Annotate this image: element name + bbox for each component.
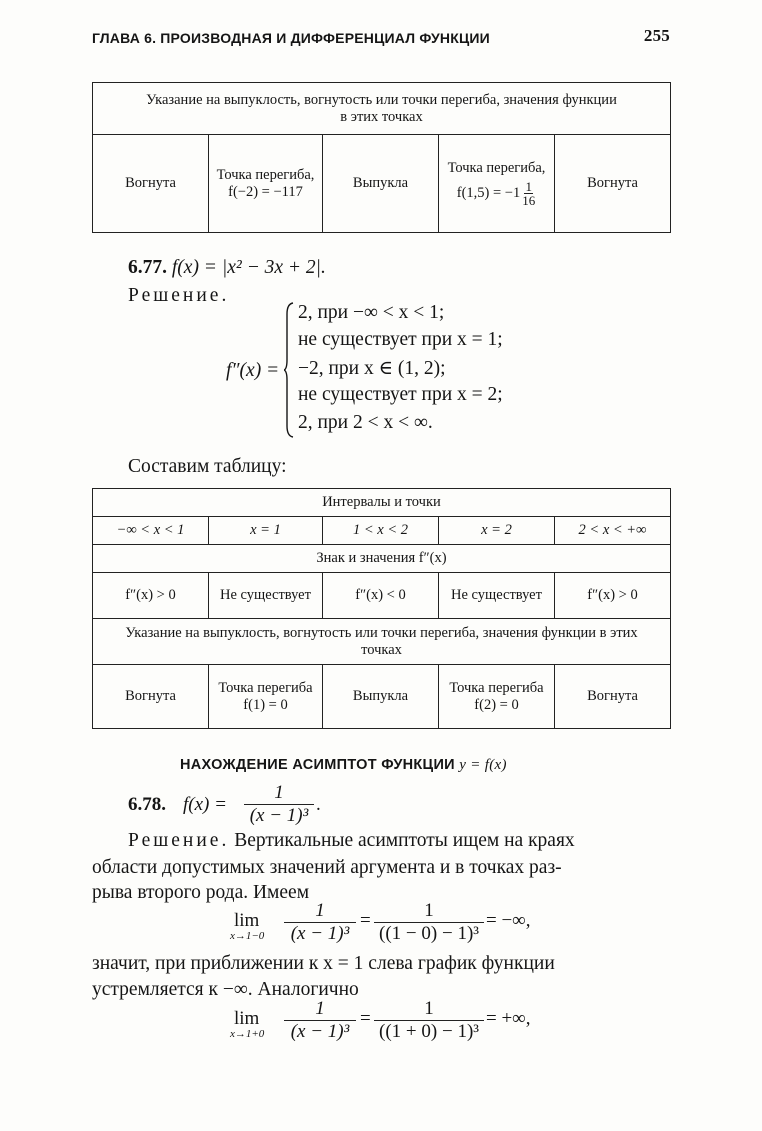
- table2-interval: x = 1: [209, 517, 323, 545]
- paragraph-line: рыва второго рода. Имеем: [92, 882, 310, 903]
- table2-indication: Вогнута: [555, 665, 671, 729]
- paragraph-line: Решение. Вертикальные асимптоты ищем на краях: [128, 830, 575, 851]
- table2-sign: f″(x) < 0: [323, 573, 439, 619]
- left-brace: [284, 302, 294, 438]
- table1-cell-value: f(1,5) = −1 $\frac{1}{16}$: [456, 179, 536, 208]
- limit-equation-2: lim x→1+0 1 (x − 1)³ = 1 ((1 + 0) − 1)³ = +∞,: [230, 998, 531, 1042]
- paragraph-line: области допустимых значений аргумента и в точках раз-: [92, 857, 562, 878]
- table2-interval: x = 2: [439, 517, 555, 545]
- case-line: −2, при x ∈ (1, 2);: [298, 358, 446, 379]
- table1-cell-value: f(−2) = −117: [228, 183, 303, 200]
- table2-indication: [439, 665, 555, 729]
- problem-formula: f(x) = |x² − 3x + 2|.: [171, 257, 326, 278]
- problem-78-statement: 6.78. f(x) = 1 (x − 1)³ .: [128, 782, 321, 826]
- table2-indication-value: f(1) = 0: [243, 696, 288, 713]
- section-heading: [180, 757, 507, 774]
- table2-interval: 2 < x < +∞: [555, 517, 671, 545]
- page-number: 255: [643, 26, 670, 45]
- problem-number: 6.78.: [128, 794, 166, 815]
- fraction: 1 ((1 + 0) − 1)³: [374, 998, 484, 1043]
- table1-cell: [439, 135, 555, 233]
- table2-indication-label: Точка перегиба: [449, 679, 544, 696]
- fraction: 1 (x − 1)³: [284, 998, 356, 1043]
- piecewise-system: [226, 302, 626, 442]
- table2-interval: −∞ < x < 1: [93, 517, 209, 545]
- table2-indication: [209, 665, 323, 729]
- table2-indication-value: f(2) = 0: [474, 696, 519, 713]
- fraction: 1 ((1 − 0) − 1)³: [374, 900, 484, 945]
- compose-table-text: Составим таблицу:: [128, 456, 287, 477]
- table-convexity-2: [92, 488, 671, 729]
- table1-header: Указание на выпуклость, вогнутость или точки перегиба, значения функции в этих точках: [93, 83, 671, 135]
- table-convexity-1: [92, 82, 671, 233]
- solution-label: Решение.: [128, 830, 230, 851]
- solution-label: Решение.: [128, 285, 230, 306]
- case-line: 2, при 2 < x < ∞.: [298, 412, 433, 433]
- case-line: не существует при x = 1;: [298, 329, 503, 350]
- second-derivative-lhs: f″(x) =: [226, 360, 280, 381]
- table1-cell: Вогнута: [93, 135, 209, 233]
- limit-equation-1: lim x→1−0 1 (x − 1)³ = 1 ((1 − 0) − 1)³ = −∞,: [230, 900, 531, 944]
- problem-77-statement: [128, 255, 326, 280]
- table2-interval: 1 < x < 2: [323, 517, 439, 545]
- table1-cell: Вогнута: [555, 135, 671, 233]
- table2-sign: Не существует: [209, 573, 323, 619]
- case-line: не существует при x = 2;: [298, 384, 503, 405]
- problem-number: 6.77.: [128, 257, 167, 278]
- table2-sign-header: Знак и значения f″(x): [93, 545, 671, 573]
- table1-cell-label: Точка перегиба,: [216, 166, 315, 183]
- fraction: 1 (x − 1)³: [244, 782, 314, 827]
- paragraph-line: значит, при приближении к x = 1 слева график функции: [92, 953, 555, 974]
- section-title: НАХОЖДЕНИЕ АСИМПТОТ ФУНКЦИИ: [180, 757, 455, 773]
- table2-sign: f″(x) > 0: [93, 573, 209, 619]
- table1-cell-label: Точка перегиба,: [447, 160, 546, 176]
- table2-intervals-header: Интервалы и точки: [93, 489, 671, 517]
- table1-cell: [209, 135, 323, 233]
- problem-lhs: f(x) =: [183, 794, 227, 815]
- paragraph-line: устремляется к −∞. Аналогично: [92, 979, 359, 1000]
- table1-cell: Выпукла: [323, 135, 439, 233]
- case-line: 2, при −∞ < x < 1;: [298, 302, 445, 323]
- chapter-title: ГЛАВА 6. ПРОИЗВОДНАЯ И ДИФФЕРЕНЦИАЛ ФУНКЦИИ: [92, 30, 490, 46]
- table2-sign: Не существует: [439, 573, 555, 619]
- table2-indication-label: Точка перегиба: [218, 679, 313, 696]
- table2-sign: f″(x) > 0: [555, 573, 671, 619]
- fraction: $\frac{1}{16}$: [522, 179, 536, 208]
- page-header: [92, 26, 670, 50]
- table2-indication: Вогнута: [93, 665, 209, 729]
- table2-indication-header: Указание на выпуклость, вогнутость или точки перегиба, значения функции в этих точках: [93, 619, 671, 665]
- fraction: 1 (x − 1)³: [284, 900, 356, 945]
- section-func: y = f(x): [459, 757, 507, 773]
- table2-indication: Выпукла: [323, 665, 439, 729]
